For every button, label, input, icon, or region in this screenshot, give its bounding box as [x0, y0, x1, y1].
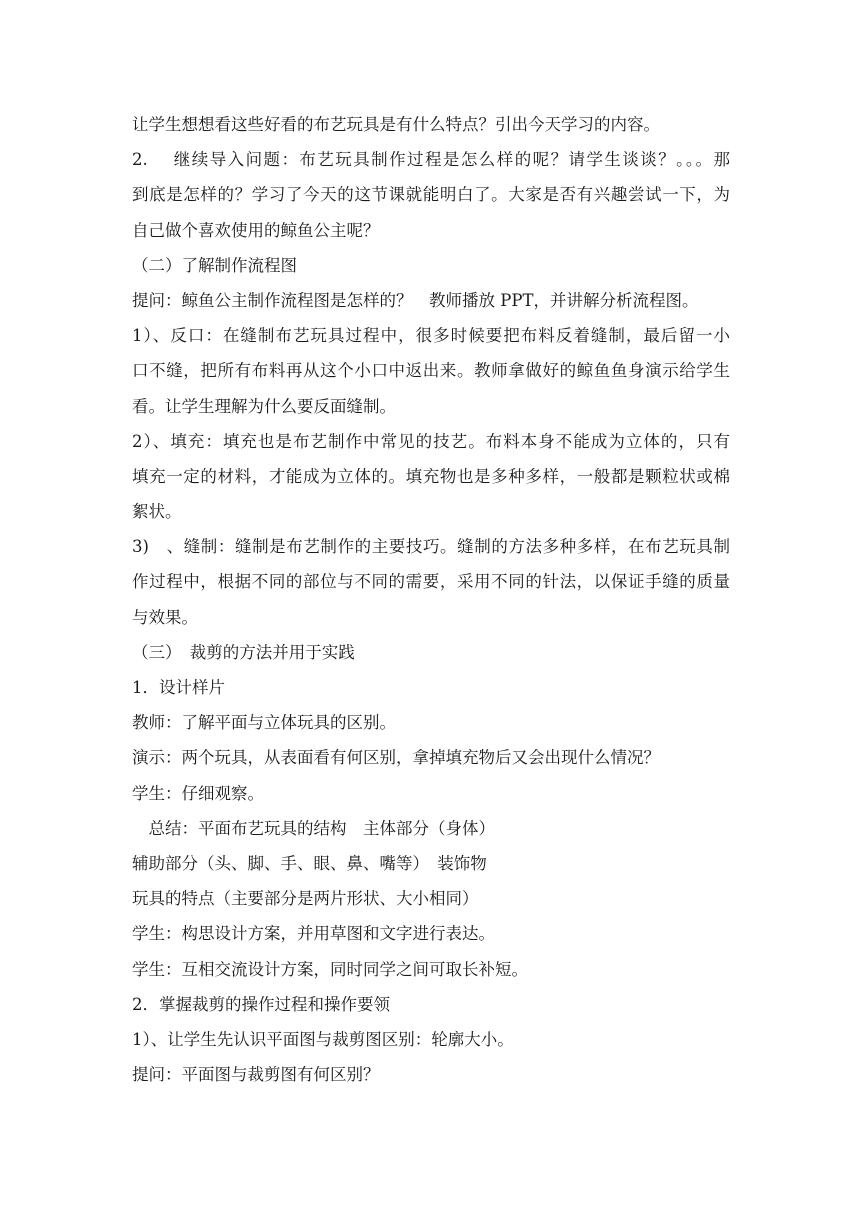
- paragraph-line: 2. 继续导入问题：布艺玩具制作过程是怎么样的呢？请学生谈谈？。。。那: [132, 150, 730, 170]
- paragraph-line: 2）、填充：填充也是布艺制作中常见的技艺。布料本身不能成为立体的，只有: [132, 431, 730, 451]
- subsection-heading: 2．掌握裁剪的操作过程和操作要领: [132, 994, 390, 1014]
- paragraph-line: 看。让学生理解为什么要反面缝制。: [132, 396, 396, 416]
- paragraph-line: 絮状。: [132, 502, 182, 522]
- paragraph-line: 3) 、缝制：缝制是布艺制作的主要技巧。缝制的方法多种多样，在布艺玩具制: [132, 537, 730, 557]
- document-body: [132, 107, 730, 1092]
- paragraph-line: 辅助部分（头、脚、手、眼、鼻、嘴等） 装饰物: [132, 853, 487, 873]
- paragraph-line: 1）、反口：在缝制布艺玩具过程中，很多时候要把布料反着缝制，最后留一小: [132, 326, 730, 346]
- paragraph-line: 1）、让学生先认识平面图与裁剪图区别：轮廓大小。: [132, 1029, 514, 1049]
- paragraph-line: 提问：鲸鱼公主制作流程图是怎样的？ 教师播放 PPT，并讲解分析流程图。: [132, 290, 699, 310]
- paragraph-line: 演示：两个玩具，从表面看有何区别，拿掉填充物后又会出现什么情况？: [132, 748, 660, 768]
- subsection-heading: 1．设计样片: [132, 678, 225, 697]
- paragraph-line: 口不缝，把所有布料再从这个小口中返出来。教师拿做好的鲸鱼鱼身演示给学生: [132, 361, 730, 381]
- paragraph-line: 让学生想想看这些好看的布艺玩具是有什么特点？引出今天学习的内容。: [132, 115, 660, 134]
- section-heading: （二）了解制作流程图: [132, 255, 297, 275]
- paragraph-line: 教师：了解平面与立体玩具的区别。: [132, 713, 396, 733]
- paragraph-line: 自己做个喜欢使用的鲸鱼公主呢？: [132, 220, 380, 240]
- paragraph-line: 作过程中，根据不同的部位与不同的需要，采用不同的针法，以保证手缝的质量: [132, 572, 730, 592]
- paragraph-line: 学生：构思设计方案，并用草图和文字进行表达。: [132, 924, 495, 944]
- paragraph-line: 提问：平面图与裁剪图有何区别？: [132, 1065, 380, 1085]
- paragraph-line: 学生：仔细观察。: [132, 783, 264, 803]
- paragraph-line: 到底是怎样的？学习了今天的这节课就能明白了。大家是否有兴趣尝试一下，为: [132, 185, 730, 205]
- paragraph-line: 学生：互相交流设计方案，同时同学之间可取长补短。: [132, 959, 528, 979]
- paragraph-line: 玩具的特点（主要部分是两片形状、大小相同）: [132, 889, 479, 909]
- paragraph-line: 与效果。: [132, 607, 198, 627]
- section-heading: （三） 裁剪的方法并用于实践: [132, 642, 355, 662]
- paragraph-line: 填充一定的材料，才能成为立体的。填充物也是多种多样，一般都是颗粒状或棉: [132, 466, 730, 486]
- paragraph-line: 总结：平面布艺玩具的结构 主体部分（身体）: [132, 818, 495, 838]
